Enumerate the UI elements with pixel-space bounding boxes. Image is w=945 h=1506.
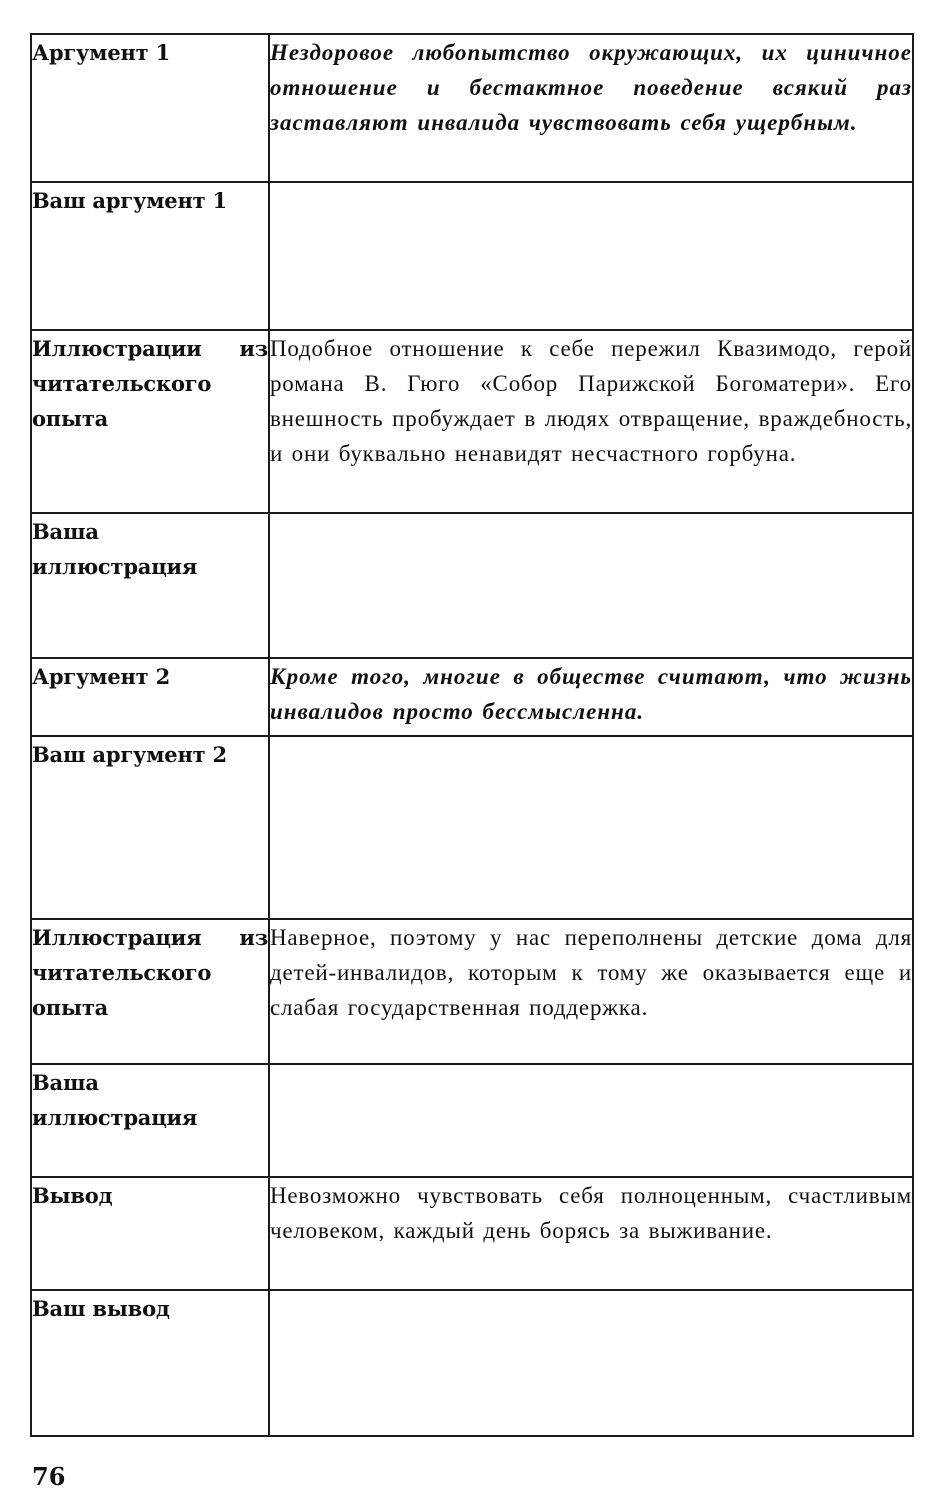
answer-field-your-argument-2[interactable] (269, 736, 913, 919)
argument-worksheet-table (30, 33, 914, 1437)
table-row (31, 182, 913, 330)
label-your-illustration-2: Ваша иллюстрация (31, 1064, 269, 1177)
content-reading-illustration: Наверное, поэтому у нас переполнены детские дома для детей-инвалидов, которым к тому же оказывается еще и слабая государственная поддержка. (269, 919, 913, 1064)
table-row (31, 513, 913, 658)
table-row (31, 1064, 913, 1177)
content-argument-2: Кроме того, многие в обществе считают, что жизнь инвалидов просто бессмысленна. (269, 658, 913, 736)
answer-field-your-argument-1[interactable] (269, 182, 913, 330)
answer-field-your-illustration-2[interactable] (269, 1064, 913, 1177)
content-argument-1: Нездоровое любопытство окружающих, их циничное отношение и бестактное поведение всякий раз заставляют инвалида чувствовать себя ущербным. (269, 34, 913, 182)
table-row (31, 34, 913, 182)
table-row (31, 919, 913, 1064)
table-row (31, 330, 913, 513)
answer-field-your-illustration-1[interactable] (269, 513, 913, 658)
table-row (31, 1290, 913, 1436)
label-reading-illustrations: Иллюстрации из читательского опыта (31, 330, 269, 513)
label-conclusion: Вывод (31, 1177, 269, 1290)
table-row (31, 658, 913, 736)
label-your-conclusion: Ваш вывод (31, 1290, 269, 1436)
label-your-argument-2: Ваш аргумент 2 (31, 736, 269, 919)
label-argument-1: Аргумент 1 (31, 34, 269, 182)
label-your-illustration-1: Ваша иллюстрация (31, 513, 269, 658)
page-number: 76 (32, 1462, 66, 1491)
table-row (31, 736, 913, 919)
answer-field-your-conclusion[interactable] (269, 1290, 913, 1436)
label-argument-2: Аргумент 2 (31, 658, 269, 736)
content-reading-illustrations: Подобное отношение к себе пережил Квазимодо, герой романа В. Гюго «Собор Парижской Богоматери». Его внешность пробуждает в людях отвращение, враждебность, и они буквально ненавидят несчастного горбуна. (269, 330, 913, 513)
content-conclusion: Невозможно чувствовать себя полноценным, счастливым человеком, каждый день борясь за выживание. (269, 1177, 913, 1290)
label-reading-illustration: Иллюстрация из читательского опыта (31, 919, 269, 1064)
label-your-argument-1: Ваш аргумент 1 (31, 182, 269, 330)
table-row (31, 1177, 913, 1290)
